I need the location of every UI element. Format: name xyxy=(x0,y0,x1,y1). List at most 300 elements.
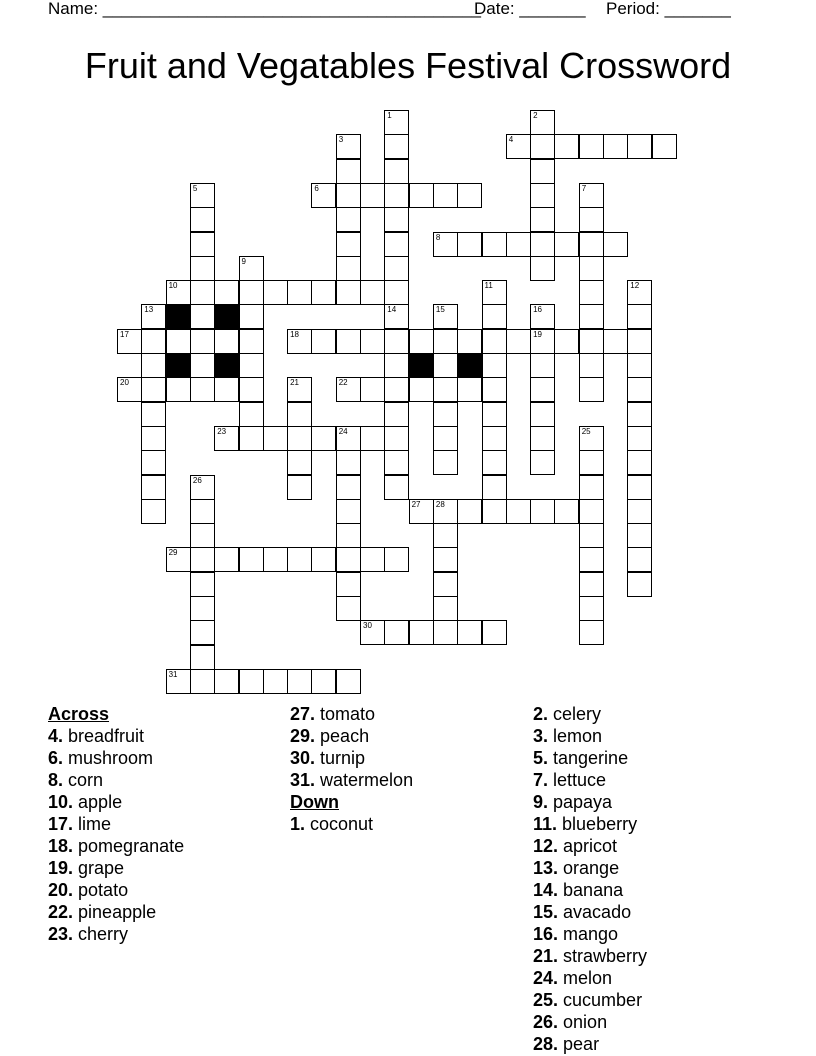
crossword-cell[interactable] xyxy=(190,572,215,597)
crossword-cell[interactable] xyxy=(384,183,409,208)
crossword-cell[interactable] xyxy=(141,475,166,500)
clue-item xyxy=(533,945,647,967)
crossword-cell[interactable] xyxy=(482,329,507,354)
crossword-cell[interactable] xyxy=(360,280,385,305)
crossword-cell[interactable] xyxy=(482,499,507,524)
clue-item xyxy=(533,1033,647,1055)
clue-item-number: 27. xyxy=(290,704,316,724)
clue-item xyxy=(533,769,647,791)
crossword-cell[interactable] xyxy=(384,353,409,378)
crossword-cell[interactable] xyxy=(239,329,264,354)
crossword-cell[interactable] xyxy=(554,134,579,159)
crossword-cell[interactable] xyxy=(603,232,628,257)
clue-item-answer: corn xyxy=(63,770,104,790)
crossword-cell[interactable] xyxy=(627,353,652,378)
crossword-cell[interactable] xyxy=(530,377,555,402)
clue-number: 31 xyxy=(168,669,178,679)
crossword-cell[interactable] xyxy=(579,426,604,451)
crossword-cell[interactable] xyxy=(384,620,409,645)
crossword-cell[interactable] xyxy=(336,547,361,572)
clue-number: 14 xyxy=(387,305,397,315)
crossword-cell[interactable] xyxy=(287,377,312,402)
clue-item-answer: potato xyxy=(73,880,129,900)
crossword-cell[interactable] xyxy=(287,450,312,475)
clue-number: 17 xyxy=(120,329,129,339)
crossword-cell[interactable] xyxy=(627,572,652,597)
crossword-cell[interactable] xyxy=(190,377,215,402)
crossword-cell[interactable] xyxy=(457,329,482,354)
crossword-cell[interactable] xyxy=(190,280,215,305)
crossword-cell[interactable] xyxy=(360,620,385,645)
clue-item xyxy=(48,835,184,857)
crossword-cell[interactable] xyxy=(627,280,652,305)
clue-item-number: 16. xyxy=(533,924,559,944)
crossword-cell[interactable] xyxy=(409,499,434,524)
crossword-cell[interactable] xyxy=(603,134,628,159)
crossword-cell[interactable] xyxy=(530,159,555,184)
clue-item-number: 6. xyxy=(48,748,64,768)
black-cell xyxy=(214,304,239,329)
crossword-cell[interactable] xyxy=(409,329,434,354)
crossword-cell[interactable] xyxy=(239,280,264,305)
crossword-cell[interactable] xyxy=(457,377,482,402)
clue-item xyxy=(290,747,413,769)
crossword-cell[interactable] xyxy=(530,353,555,378)
clue-number: 20 xyxy=(120,378,129,388)
clue-item-answer: tangerine xyxy=(548,748,629,768)
crossword-cell[interactable] xyxy=(190,207,215,232)
clue-item-number: 20. xyxy=(48,880,74,900)
crossword-cell[interactable] xyxy=(457,499,482,524)
clue-item-answer: banana xyxy=(558,880,624,900)
crossword-cell[interactable] xyxy=(506,232,531,257)
crossword-cell[interactable] xyxy=(433,329,458,354)
clue-item xyxy=(533,703,647,725)
clue-number: 29 xyxy=(168,548,178,558)
crossword-cell[interactable] xyxy=(336,134,361,159)
clue-item xyxy=(533,923,647,945)
crossword-cell[interactable] xyxy=(579,377,604,402)
crossword-cell[interactable] xyxy=(166,377,191,402)
crossword-cell[interactable] xyxy=(336,475,361,500)
crossword-cell[interactable] xyxy=(384,256,409,281)
crossword-cell[interactable] xyxy=(579,475,604,500)
clue-item-answer: cucumber xyxy=(558,990,643,1010)
crossword-cell[interactable] xyxy=(166,329,191,354)
crossword-cell[interactable] xyxy=(579,207,604,232)
crossword-cell[interactable] xyxy=(360,547,385,572)
crossword-cell[interactable] xyxy=(530,183,555,208)
clue-item-answer: strawberry xyxy=(558,946,648,966)
clue-item-answer: cherry xyxy=(73,924,129,944)
crossword-cell[interactable] xyxy=(287,547,312,572)
clues-column-2 xyxy=(290,703,413,835)
crossword-cell[interactable] xyxy=(214,669,239,694)
crossword-cell[interactable] xyxy=(190,329,215,354)
crossword-cell[interactable] xyxy=(457,183,482,208)
crossword-cell[interactable] xyxy=(530,134,555,159)
clue-number: 7 xyxy=(581,183,587,193)
clue-item xyxy=(48,813,184,835)
clue-item-answer: lemon xyxy=(548,726,603,746)
crossword-cell[interactable] xyxy=(627,450,652,475)
clue-item xyxy=(290,769,413,791)
crossword-cell[interactable] xyxy=(214,426,239,451)
clue-item xyxy=(290,725,413,747)
crossword-cell[interactable] xyxy=(627,475,652,500)
clue-item-answer: watermelon xyxy=(315,770,414,790)
crossword-cell[interactable] xyxy=(579,596,604,621)
crossword-cell[interactable] xyxy=(530,304,555,329)
crossword-cell[interactable] xyxy=(433,596,458,621)
crossword-cell[interactable] xyxy=(627,377,652,402)
crossword-cell[interactable] xyxy=(384,280,409,305)
clue-item xyxy=(533,835,647,857)
clue-item xyxy=(533,879,647,901)
crossword-cell[interactable] xyxy=(190,596,215,621)
crossword-cell[interactable] xyxy=(239,547,264,572)
clue-number: 26 xyxy=(192,475,202,485)
crossword-cell[interactable] xyxy=(117,329,142,354)
crossword-cell[interactable] xyxy=(579,329,604,354)
clue-item-number: 28. xyxy=(533,1034,559,1054)
crossword-cell[interactable] xyxy=(554,329,579,354)
crossword-cell[interactable] xyxy=(409,183,434,208)
crossword-cell[interactable] xyxy=(530,450,555,475)
crossword-cell[interactable] xyxy=(190,353,215,378)
crossword-cell[interactable] xyxy=(239,426,264,451)
crossword-cell[interactable] xyxy=(409,377,434,402)
crossword-cell[interactable] xyxy=(579,523,604,548)
crossword-cell[interactable] xyxy=(433,572,458,597)
crossword-cell[interactable] xyxy=(214,280,239,305)
clue-number: 28 xyxy=(435,499,445,509)
crossword-cell[interactable] xyxy=(433,304,458,329)
crossword-cell[interactable] xyxy=(336,159,361,184)
crossword-cell[interactable] xyxy=(336,232,361,257)
crossword-cell[interactable] xyxy=(482,280,507,305)
crossword-cell[interactable] xyxy=(579,620,604,645)
crossword-cell[interactable] xyxy=(530,402,555,427)
crossword-cell[interactable] xyxy=(141,329,166,354)
crossword-cell[interactable] xyxy=(190,499,215,524)
clue-item xyxy=(290,703,413,725)
clue-item-answer: pomegranate xyxy=(73,836,185,856)
clue-item-number: 30. xyxy=(290,748,316,768)
clue-item xyxy=(533,967,647,989)
crossword-cell[interactable] xyxy=(239,402,264,427)
crossword-cell[interactable] xyxy=(579,304,604,329)
clue-item-number: 14. xyxy=(533,880,559,900)
crossword-cell[interactable] xyxy=(530,110,555,135)
clue-item xyxy=(48,769,184,791)
crossword-cell[interactable] xyxy=(579,280,604,305)
crossword-cell[interactable] xyxy=(287,402,312,427)
crossword-cell[interactable] xyxy=(190,669,215,694)
crossword-cell[interactable] xyxy=(506,134,531,159)
clue-number: 18 xyxy=(290,329,299,339)
crossword-cell[interactable] xyxy=(530,499,555,524)
crossword-cell[interactable] xyxy=(311,183,336,208)
clue-item-answer: apricot xyxy=(558,836,618,856)
crossword-cell[interactable] xyxy=(311,329,336,354)
crossword-cell[interactable] xyxy=(554,232,579,257)
crossword-cell[interactable] xyxy=(384,402,409,427)
clue-item-number: 12. xyxy=(533,836,559,856)
crossword-cell[interactable] xyxy=(482,450,507,475)
crossword-cell[interactable] xyxy=(482,620,507,645)
crossword-cell[interactable] xyxy=(433,523,458,548)
crossword-cell[interactable] xyxy=(336,329,361,354)
crossword-cell[interactable] xyxy=(579,547,604,572)
crossword-cell[interactable] xyxy=(190,475,215,500)
crossword-cell[interactable] xyxy=(336,499,361,524)
crossword-cell[interactable] xyxy=(433,183,458,208)
crossword-cell[interactable] xyxy=(530,426,555,451)
crossword-cell[interactable] xyxy=(141,304,166,329)
clue-item xyxy=(48,747,184,769)
crossword-cell[interactable] xyxy=(627,402,652,427)
clues-column-3 xyxy=(533,703,647,1055)
crossword-cell[interactable] xyxy=(336,669,361,694)
crossword-cell[interactable] xyxy=(287,669,312,694)
crossword-cell[interactable] xyxy=(190,232,215,257)
clue-item-answer: pineapple xyxy=(73,902,157,922)
crossword-cell[interactable] xyxy=(579,183,604,208)
crossword-cell[interactable] xyxy=(433,450,458,475)
crossword-cell[interactable] xyxy=(433,426,458,451)
crossword-cell[interactable] xyxy=(384,207,409,232)
crossword-cell[interactable] xyxy=(482,304,507,329)
crossword-cell[interactable] xyxy=(433,499,458,524)
crossword-cell[interactable] xyxy=(457,620,482,645)
crossword-cell[interactable] xyxy=(433,620,458,645)
crossword-cell[interactable] xyxy=(214,329,239,354)
crossword-cell[interactable] xyxy=(627,304,652,329)
crossword-cell[interactable] xyxy=(506,499,531,524)
crossword-cell[interactable] xyxy=(579,450,604,475)
crossword-cell[interactable] xyxy=(482,353,507,378)
crossword-cell[interactable] xyxy=(141,450,166,475)
crossword-cell[interactable] xyxy=(482,232,507,257)
crossword-cell[interactable] xyxy=(554,499,579,524)
crossword-cell[interactable] xyxy=(627,426,652,451)
clue-item-number: 11. xyxy=(533,814,558,834)
crossword-cell[interactable] xyxy=(190,304,215,329)
crossword-cell[interactable] xyxy=(579,572,604,597)
crossword-cell[interactable] xyxy=(433,353,458,378)
crossword-cell[interactable] xyxy=(384,426,409,451)
clue-item-answer: mushroom xyxy=(63,748,154,768)
crossword-cell[interactable] xyxy=(433,547,458,572)
clue-number: 16 xyxy=(533,305,542,315)
crossword-cell[interactable] xyxy=(166,669,191,694)
crossword-cell[interactable] xyxy=(141,426,166,451)
crossword-cell[interactable] xyxy=(360,377,385,402)
clue-item-number: 3. xyxy=(533,726,549,746)
black-cell xyxy=(166,353,191,378)
crossword-cell[interactable] xyxy=(336,426,361,451)
crossword-cell[interactable] xyxy=(311,280,336,305)
crossword-cell[interactable] xyxy=(311,669,336,694)
clue-item-number: 2. xyxy=(533,704,549,724)
crossword-cell[interactable] xyxy=(627,329,652,354)
clue-number: 22 xyxy=(338,378,348,388)
crossword-cell[interactable] xyxy=(239,377,264,402)
crossword-cell[interactable] xyxy=(530,232,555,257)
crossword-cell[interactable] xyxy=(579,499,604,524)
crossword-cell[interactable] xyxy=(627,134,652,159)
crossword-cell[interactable] xyxy=(579,232,604,257)
crossword-cell[interactable] xyxy=(214,377,239,402)
crossword-cell[interactable] xyxy=(360,426,385,451)
crossword-cell[interactable] xyxy=(263,547,288,572)
crossword-cell[interactable] xyxy=(384,304,409,329)
clue-item-number: 8. xyxy=(48,770,64,790)
clue-number: 3 xyxy=(338,135,344,145)
clue-item-answer: grape xyxy=(73,858,125,878)
crossword-cell[interactable] xyxy=(336,450,361,475)
crossword-cell[interactable] xyxy=(141,402,166,427)
crossword-cell[interactable] xyxy=(384,329,409,354)
crossword-cell[interactable] xyxy=(336,183,361,208)
clue-item-answer: celery xyxy=(548,704,602,724)
crossword-cell[interactable] xyxy=(530,256,555,281)
crossword-cell[interactable] xyxy=(336,280,361,305)
crossword-cell[interactable] xyxy=(190,645,215,670)
clue-item xyxy=(533,747,647,769)
black-cell xyxy=(166,304,191,329)
crossword-cell[interactable] xyxy=(336,596,361,621)
name-field-label: Name: ________________________________________ xyxy=(48,0,481,18)
crossword-cell[interactable] xyxy=(652,134,677,159)
crossword-cell[interactable] xyxy=(530,207,555,232)
crossword-cell[interactable] xyxy=(190,256,215,281)
crossword-cell[interactable] xyxy=(384,450,409,475)
crossword-cell[interactable] xyxy=(384,475,409,500)
clue-number: 1 xyxy=(387,111,392,120)
crossword-cell[interactable] xyxy=(336,572,361,597)
crossword-cell[interactable] xyxy=(117,377,142,402)
clue-item-number: 10. xyxy=(48,792,74,812)
crossword-cell[interactable] xyxy=(263,280,288,305)
crossword-cell[interactable] xyxy=(482,377,507,402)
crossword-cell[interactable] xyxy=(409,620,434,645)
clue-number: 5 xyxy=(192,183,198,193)
clue-number: 24 xyxy=(338,426,348,436)
crossword-cell[interactable] xyxy=(384,159,409,184)
crossword-cell[interactable] xyxy=(627,547,652,572)
crossword-cell[interactable] xyxy=(360,329,385,354)
crossword-cell[interactable] xyxy=(336,256,361,281)
crossword-cell[interactable] xyxy=(579,353,604,378)
crossword-cell[interactable] xyxy=(239,256,264,281)
crossword-cell[interactable] xyxy=(141,353,166,378)
black-cell xyxy=(409,353,434,378)
crossword-cell[interactable] xyxy=(190,547,215,572)
crossword-cell[interactable] xyxy=(482,426,507,451)
clue-item xyxy=(533,857,647,879)
clue-number: 10 xyxy=(168,281,178,291)
crossword-cell[interactable] xyxy=(287,426,312,451)
crossword-cell[interactable] xyxy=(190,523,215,548)
crossword-cell[interactable] xyxy=(433,232,458,257)
clue-item-number: 4. xyxy=(48,726,64,746)
clue-item xyxy=(533,989,647,1011)
crossword-cell[interactable] xyxy=(579,256,604,281)
crossword-cell[interactable] xyxy=(627,499,652,524)
clue-item-answer: blueberry xyxy=(557,814,638,834)
clue-item-answer: turnip xyxy=(315,748,366,768)
crossword-cell[interactable] xyxy=(336,207,361,232)
crossword-cell[interactable] xyxy=(190,620,215,645)
crossword-cell[interactable] xyxy=(287,280,312,305)
clue-item xyxy=(48,857,184,879)
clue-item-number: 21. xyxy=(533,946,559,966)
crossword-cell[interactable] xyxy=(263,426,288,451)
crossword-cell[interactable] xyxy=(384,134,409,159)
clue-item-answer: pear xyxy=(558,1034,600,1054)
clue-item-number: 31. xyxy=(290,770,316,790)
crossword-cell[interactable] xyxy=(384,232,409,257)
crossword-cell[interactable] xyxy=(530,329,555,354)
crossword-cell[interactable] xyxy=(141,499,166,524)
crossword-cell[interactable] xyxy=(166,547,191,572)
crossword-cell[interactable] xyxy=(433,377,458,402)
crossword-cell[interactable] xyxy=(239,353,264,378)
crossword-cell[interactable] xyxy=(239,669,264,694)
crossword-cell[interactable] xyxy=(311,547,336,572)
clue-number: 23 xyxy=(217,426,227,436)
crossword-cell[interactable] xyxy=(214,547,239,572)
clue-item-answer: tomato xyxy=(315,704,376,724)
crossword-cell[interactable] xyxy=(482,475,507,500)
clue-number: 9 xyxy=(241,256,246,266)
crossword-cell[interactable] xyxy=(287,329,312,354)
crossword-cell[interactable] xyxy=(579,134,604,159)
clue-number: 30 xyxy=(363,621,372,631)
clue-number: 2 xyxy=(533,111,538,120)
crossword-cell[interactable] xyxy=(384,110,409,135)
crossword-cell[interactable] xyxy=(482,402,507,427)
clue-item-number: 13. xyxy=(533,858,559,878)
crossword-cell[interactable] xyxy=(603,329,628,354)
crossword-cell[interactable] xyxy=(190,183,215,208)
clue-item-answer: melon xyxy=(558,968,613,988)
clue-item-answer: peach xyxy=(315,726,370,746)
crossword-cell[interactable] xyxy=(141,377,166,402)
clue-item-answer: avacado xyxy=(558,902,632,922)
clue-item xyxy=(48,923,184,945)
crossword-cell[interactable] xyxy=(384,547,409,572)
crossword-cell[interactable] xyxy=(627,523,652,548)
crossword-cell[interactable] xyxy=(336,523,361,548)
crossword-cell[interactable] xyxy=(166,280,191,305)
crossword-cell[interactable] xyxy=(311,426,336,451)
crossword-cell[interactable] xyxy=(506,329,531,354)
crossword-cell[interactable] xyxy=(384,377,409,402)
crossword-cell[interactable] xyxy=(336,377,361,402)
crossword-cell[interactable] xyxy=(360,183,385,208)
period-field-label: Period: _______ xyxy=(606,0,731,18)
crossword-cell[interactable] xyxy=(239,304,264,329)
crossword-cell[interactable] xyxy=(287,475,312,500)
clue-number: 11 xyxy=(484,281,493,291)
crossword-cell[interactable] xyxy=(457,232,482,257)
crossword-cell[interactable] xyxy=(433,402,458,427)
crossword-cell[interactable] xyxy=(263,669,288,694)
clue-item-answer: papaya xyxy=(548,792,613,812)
